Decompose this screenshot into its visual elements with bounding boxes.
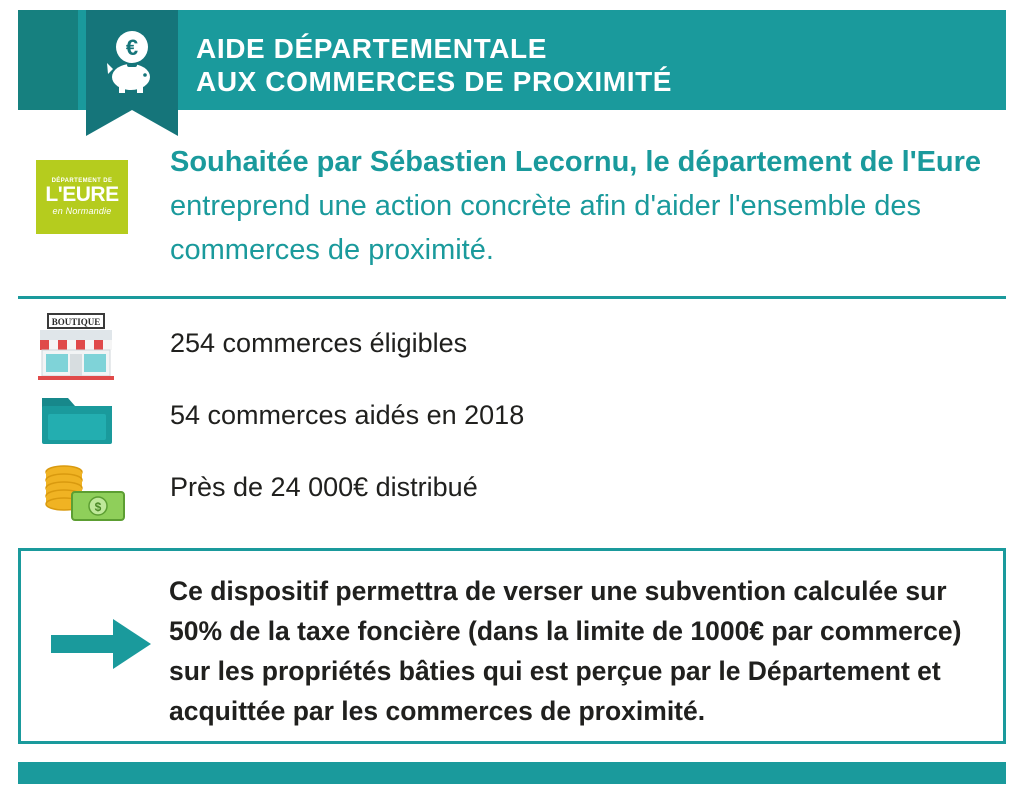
header-title-line2: AUX COMMERCES DE PROXIMITÉ	[196, 66, 673, 97]
list-item	[18, 384, 1006, 456]
header	[18, 10, 1006, 110]
logo-line1: DÉPARTEMENT DE	[51, 178, 113, 184]
shop-sign-label: BOUTIQUE	[51, 317, 101, 327]
intro-text-rest: entreprend une action concrète afin d'aider l'ensemble des commerces de proximité.	[170, 190, 922, 266]
logo-line3: en Normandie	[52, 206, 112, 216]
header-title	[196, 32, 986, 98]
intro-section	[18, 132, 1006, 282]
intro-text-bold: Souhaitée par Sébastien Lecornu, le département de l'Eure	[170, 146, 982, 178]
header-left-accent	[18, 10, 78, 110]
coins-banknote-icon	[32, 456, 140, 528]
piggy-bank-euro-icon	[97, 25, 167, 95]
arrow-right-icon	[47, 611, 155, 677]
svg-text:$: $	[94, 500, 102, 514]
header-badge	[86, 10, 178, 110]
footer-bar	[18, 762, 1006, 784]
list-item	[18, 456, 1006, 528]
shop-storefront-icon	[32, 312, 140, 384]
stat-label: 54 commerces aidés en 2018	[170, 400, 525, 430]
stat-label: 254 commerces éligibles	[170, 328, 468, 358]
svg-text:€: €	[125, 35, 139, 60]
stat-label: Près de 24 000€ distribué	[170, 472, 478, 502]
eure-department-logo	[36, 160, 128, 234]
header-title-line1: AIDE DÉPARTEMENTALE	[196, 33, 548, 64]
list-item	[18, 312, 1006, 384]
folder-icon	[32, 384, 140, 456]
highlight-box	[18, 548, 1006, 744]
section-divider	[18, 296, 1006, 299]
stats-list	[18, 312, 1006, 528]
highlight-text: Ce dispositif permettra de verser une subvention calculée sur 50% de la taxe foncière (dans la limite de 1000€ par commerce) sur les propriétés bâties qui est perçue par le Département et acquittée par les commerces de proximité.	[169, 576, 962, 726]
intro-text	[170, 140, 1016, 272]
logo-line2: L'EURE	[45, 183, 119, 206]
